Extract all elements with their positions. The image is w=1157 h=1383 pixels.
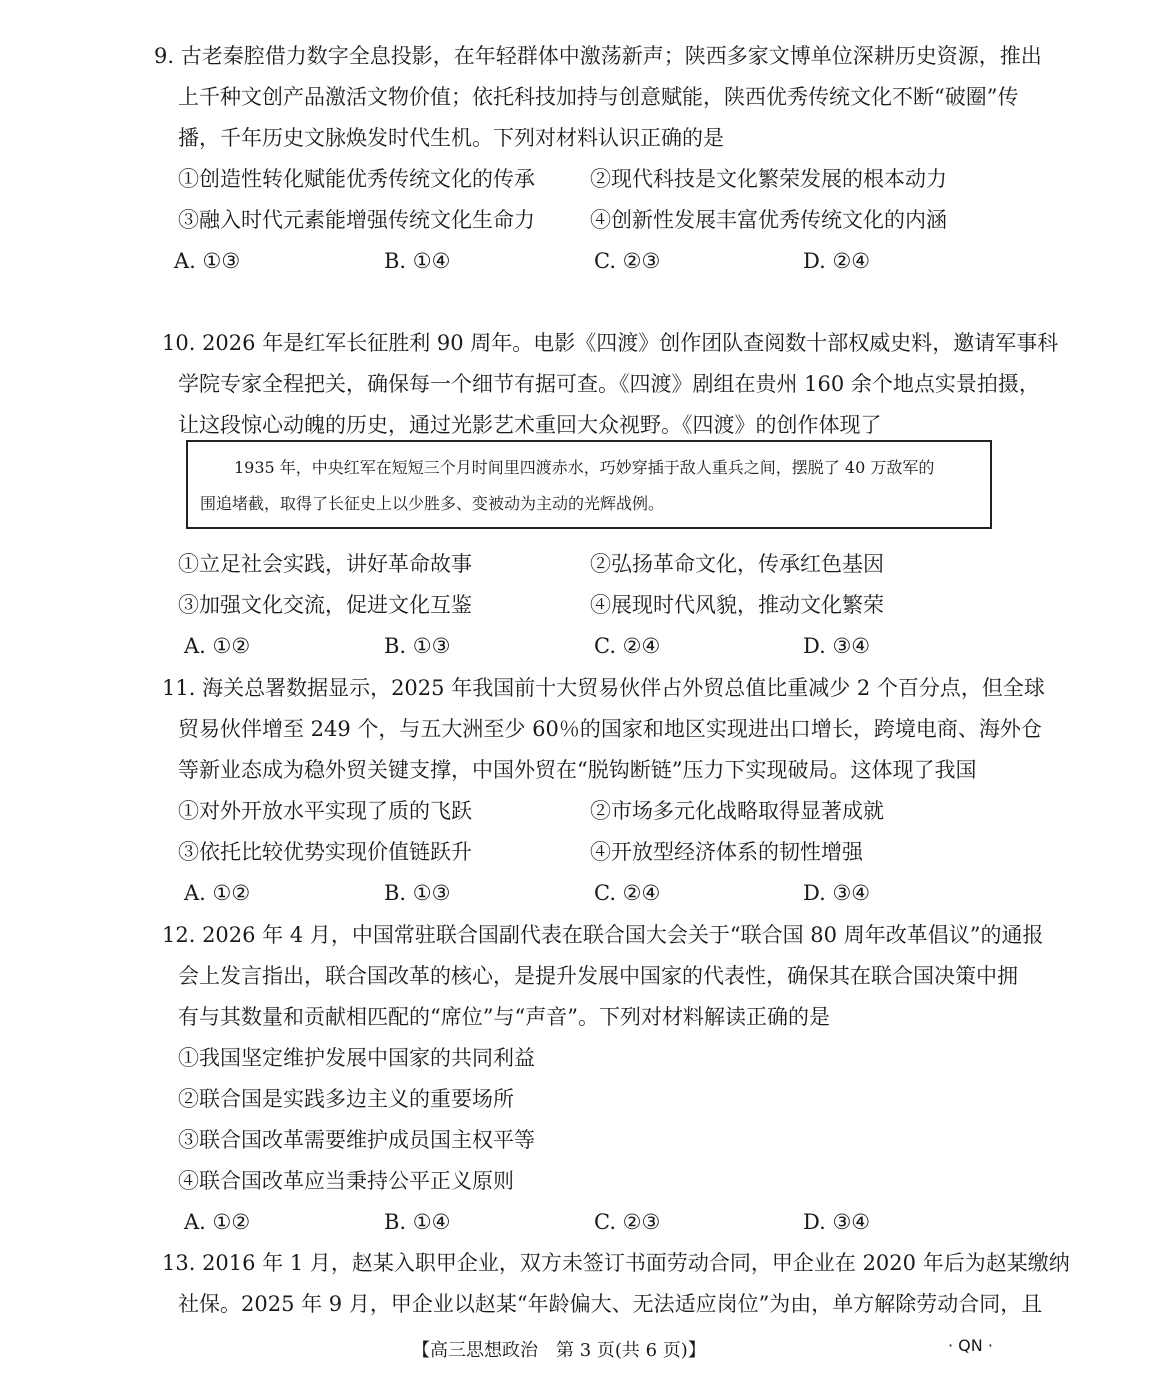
answer-d: D. ③④ (803, 1210, 871, 1234)
question-12-option-2: ②联合国是实践多边主义的重要场所 (178, 1087, 514, 1111)
material-box-line: 1935 年，中央红军在短短三个月时间里四渡赤水，巧妙穿插于敌人重兵之间，摆脱了 40 万敌军的 (234, 458, 935, 477)
question-9-options-row (158, 159, 1008, 200)
question-11-answers (158, 873, 1008, 914)
answer-b: B. ①④ (384, 1210, 451, 1234)
question-9-option-2: ②现代科技是文化繁荣发展的根本动力 (590, 167, 947, 191)
answer-a: A. ①② (184, 881, 251, 905)
question-11-options-row (158, 791, 1008, 832)
question-9-answers (158, 241, 1008, 282)
question-9-stem-line: 上千种文创产品激活文物价值；依托科技加持与创意赋能，陕西优秀传统文化不断“破圈”传 (178, 85, 1019, 109)
footer-page-info: 【高三思想政治 第 3 页(共 6 页)】 (412, 1340, 706, 1361)
question-12-option-3: ③联合国改革需要维护成员国主权平等 (178, 1128, 535, 1152)
question-11-stem-line: 等新业态成为稳外贸关键支撑，中国外贸在“脱钩断链”压力下实现破局。这体现了我国 (178, 758, 977, 782)
question-11-option-1: ①对外开放水平实现了质的飞跃 (178, 799, 472, 823)
material-box-line: 围追堵截，取得了长征史上以少胜多、变被动为主动的光辉战例。 (200, 494, 665, 513)
question-11-options-row (158, 832, 1008, 873)
question-11-option-4: ④开放型经济体系的韧性增强 (590, 840, 863, 864)
answer-a: A. ①② (184, 634, 251, 658)
question-10-answers (158, 626, 1008, 667)
answer-a: A. ①② (184, 1210, 251, 1234)
question-9-option-4: ④创新性发展丰富优秀传统文化的内涵 (590, 208, 947, 232)
question-11-option-3: ③依托比较优势实现价值链跃升 (178, 840, 472, 864)
answer-c: C. ②③ (594, 1210, 661, 1234)
footer-code: · QN · (948, 1336, 993, 1355)
question-12 (158, 915, 1044, 1243)
question-12-stem-line: 12. 2026 年 4 月，中国常驻联合国副代表在联合国大会关于“联合国 80 周年改革倡议”的通报 (162, 923, 1044, 947)
question-10-option-3: ③加强文化交流，促进文化互鉴 (178, 593, 472, 617)
question-9-stem-line: 播，千年历史文脉焕发时代生机。下列对材料认识正确的是 (178, 126, 724, 150)
question-9-options-row (158, 200, 1008, 241)
question-9-option-1: ①创造性转化赋能优秀传统文化的传承 (178, 167, 535, 191)
question-10-option-2: ②弘扬革命文化，传承红色基因 (590, 552, 884, 576)
question-10-options-row (158, 544, 1008, 585)
question-9 (154, 36, 1042, 282)
answer-d: D. ②④ (803, 249, 871, 273)
question-11-stem-line: 贸易伙伴增至 249 个，与五大洲至少 60％的国家和地区实现进出口增长，跨境电商、海外仓 (178, 717, 1042, 741)
question-10-options-row (158, 585, 1008, 626)
question-12-option-4: ④联合国改革应当秉持公平正义原则 (178, 1169, 514, 1193)
answer-a: A. ①③ (174, 249, 241, 273)
answer-b: B. ①③ (384, 881, 451, 905)
answer-c: C. ②④ (594, 634, 661, 658)
question-13-stem-line: 社保。2025 年 9 月，甲企业以赵某“年龄偏大、无法适应岗位”为由，单方解除劳动合同，且 (178, 1292, 1043, 1316)
question-9-option-3: ③融入时代元素能增强传统文化生命力 (178, 208, 535, 232)
question-10-stem-line: 让这段惊心动魄的历史，通过光影艺术重回大众视野。《四渡》的创作体现了 (178, 413, 882, 437)
question-12-stem-line: 会上发言指出，联合国改革的核心，是提升发展中国家的代表性，确保其在联合国决策中拥 (178, 964, 1018, 988)
question-10 (158, 323, 1059, 446)
answer-c: C. ②④ (594, 881, 661, 905)
material-box (186, 440, 992, 529)
question-12-stem-line: 有与其数量和贡献相匹配的“席位”与“声音”。下列对材料解读正确的是 (178, 1005, 830, 1029)
question-10-options (158, 544, 1008, 667)
answer-d: D. ③④ (803, 881, 871, 905)
question-12-answers (158, 1202, 1008, 1243)
answer-b: B. ①④ (384, 249, 451, 273)
answer-d: D. ③④ (803, 634, 871, 658)
question-11-option-2: ②市场多元化战略取得显著成就 (590, 799, 884, 823)
answer-b: B. ①③ (384, 634, 451, 658)
question-10-stem-line: 学院专家全程把关，确保每一个细节有据可查。《四渡》剧组在贵州 160 余个地点实景拍摄， (178, 372, 1040, 396)
answer-c: C. ②③ (594, 249, 661, 273)
question-12-option-1: ①我国坚定维护发展中国家的共同利益 (178, 1046, 535, 1070)
question-10-stem-line: 10. 2026 年是红军长征胜利 90 周年。电影《四渡》创作团队查阅数十部权威史料，邀请军事科 (162, 331, 1059, 355)
question-10-option-4: ④展现时代风貌，推动文化繁荣 (590, 593, 884, 617)
question-9-stem-line: 9. 古老秦腔借力数字全息投影，在年轻群体中激荡新声；陕西多家文博单位深耕历史资源，推出 (154, 44, 1042, 68)
question-13-stem-line: 13. 2016 年 1 月，赵某入职甲企业，双方未签订书面劳动合同，甲企业在 2020 年后为赵某缴纳 (162, 1251, 1070, 1275)
question-10-option-1: ①立足社会实践，讲好革命故事 (178, 552, 472, 576)
question-11 (158, 668, 1045, 914)
question-11-stem-line: 11. 海关总署数据显示，2025 年我国前十大贸易伙伴占外贸总值比重减少 2 个百分点，但全球 (162, 676, 1045, 700)
